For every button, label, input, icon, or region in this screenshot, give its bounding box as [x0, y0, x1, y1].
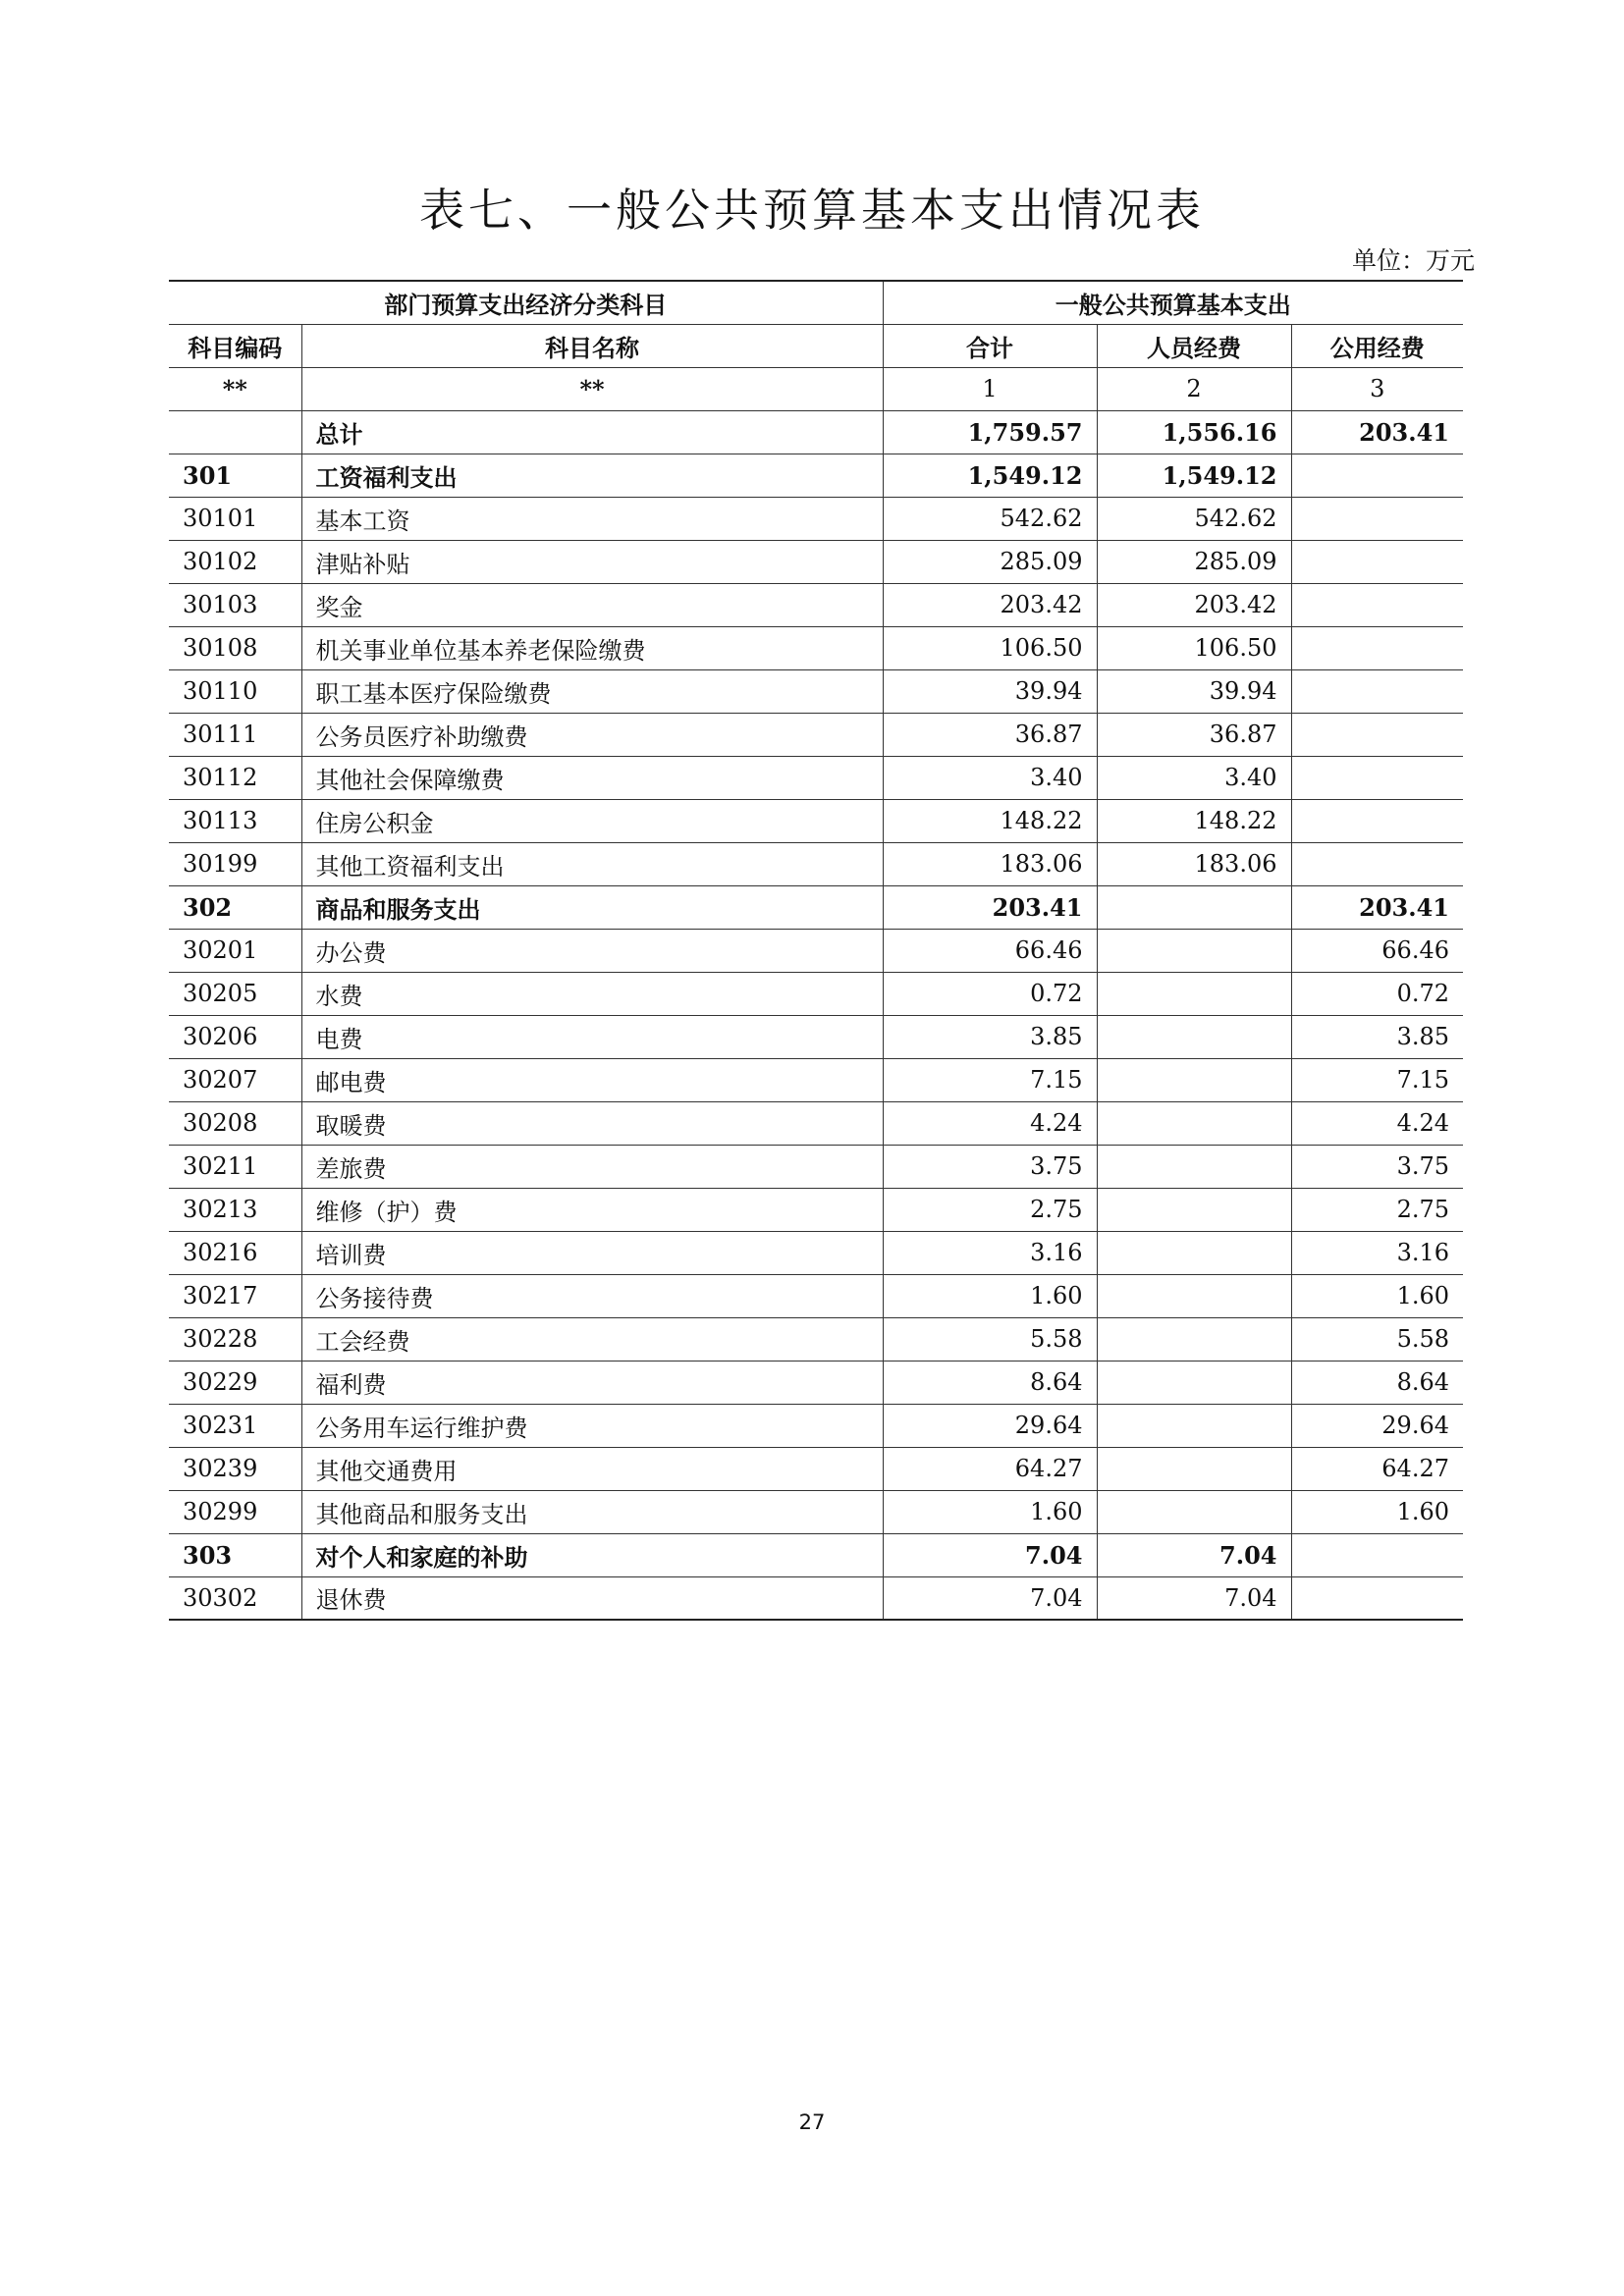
row-personnel — [1097, 1361, 1291, 1404]
budget-table — [169, 280, 1463, 1621]
header-group-right: 一般公共预算基本支出 — [883, 281, 1463, 324]
row-public — [1291, 583, 1463, 626]
row-personnel — [1097, 1404, 1291, 1447]
row-code: 303 — [169, 1533, 301, 1576]
table-row — [169, 454, 1463, 497]
row-total: 36.87 — [883, 713, 1097, 756]
table-row — [169, 713, 1463, 756]
table-row — [169, 410, 1463, 454]
row-total: 0.72 — [883, 972, 1097, 1015]
row-total: 3.40 — [883, 756, 1097, 799]
row-total: 203.41 — [883, 885, 1097, 929]
row-total: 7.15 — [883, 1058, 1097, 1101]
row-total: 2.75 — [883, 1188, 1097, 1231]
row-code: 30231 — [169, 1404, 301, 1447]
header-column-row — [169, 324, 1463, 367]
row-public: 8.64 — [1291, 1361, 1463, 1404]
row-code: 30113 — [169, 799, 301, 842]
row-code: 30208 — [169, 1101, 301, 1145]
table-row — [169, 1015, 1463, 1058]
row-total: 285.09 — [883, 540, 1097, 583]
row-public — [1291, 626, 1463, 669]
row-public — [1291, 713, 1463, 756]
table-row — [169, 497, 1463, 540]
table-row — [169, 1058, 1463, 1101]
row-personnel: 3.40 — [1097, 756, 1291, 799]
row-public — [1291, 756, 1463, 799]
row-total: 1.60 — [883, 1274, 1097, 1317]
table-row — [169, 669, 1463, 713]
row-name: 公务员医疗补助缴费 — [301, 713, 883, 756]
row-code: 30112 — [169, 756, 301, 799]
row-total: 3.75 — [883, 1145, 1097, 1188]
row-public: 2.75 — [1291, 1188, 1463, 1231]
row-public — [1291, 1533, 1463, 1576]
row-public: 203.41 — [1291, 885, 1463, 929]
row-code: 30211 — [169, 1145, 301, 1188]
header-idx-public: 3 — [1291, 367, 1463, 410]
table-row — [169, 799, 1463, 842]
row-personnel: 1,549.12 — [1097, 454, 1291, 497]
table-row — [169, 929, 1463, 972]
row-public: 4.24 — [1291, 1101, 1463, 1145]
row-total: 203.42 — [883, 583, 1097, 626]
row-code: 30103 — [169, 583, 301, 626]
row-total: 183.06 — [883, 842, 1097, 885]
row-code: 30216 — [169, 1231, 301, 1274]
row-public — [1291, 842, 1463, 885]
row-total: 1.60 — [883, 1490, 1097, 1533]
row-name: 维修（护）费 — [301, 1188, 883, 1231]
table-row — [169, 1188, 1463, 1231]
table-row — [169, 756, 1463, 799]
header-group-row — [169, 281, 1463, 324]
row-name: 奖金 — [301, 583, 883, 626]
row-total: 1,549.12 — [883, 454, 1097, 497]
row-code: 30199 — [169, 842, 301, 885]
row-public: 3.75 — [1291, 1145, 1463, 1188]
row-personnel — [1097, 1231, 1291, 1274]
row-total: 8.64 — [883, 1361, 1097, 1404]
table-row — [169, 1447, 1463, 1490]
row-public: 5.58 — [1291, 1317, 1463, 1361]
table-row — [169, 1317, 1463, 1361]
row-name: 工资福利支出 — [301, 454, 883, 497]
table-row — [169, 885, 1463, 929]
row-personnel — [1097, 972, 1291, 1015]
row-total: 106.50 — [883, 626, 1097, 669]
unit-label: 单位：万元 — [1351, 246, 1475, 275]
row-total: 3.85 — [883, 1015, 1097, 1058]
table-row — [169, 1145, 1463, 1188]
row-public: 203.41 — [1291, 410, 1463, 454]
row-personnel — [1097, 1101, 1291, 1145]
row-name: 邮电费 — [301, 1058, 883, 1101]
row-public — [1291, 497, 1463, 540]
header-col-total: 合计 — [883, 324, 1097, 367]
row-personnel — [1097, 1058, 1291, 1101]
row-code: 30228 — [169, 1317, 301, 1361]
row-name: 培训费 — [301, 1231, 883, 1274]
row-code: 30229 — [169, 1361, 301, 1404]
row-total: 39.94 — [883, 669, 1097, 713]
row-personnel — [1097, 1447, 1291, 1490]
header-index-row — [169, 367, 1463, 410]
row-public — [1291, 799, 1463, 842]
row-code: 30101 — [169, 497, 301, 540]
row-public: 3.16 — [1291, 1231, 1463, 1274]
row-public — [1291, 454, 1463, 497]
table-row — [169, 1231, 1463, 1274]
row-code: 30111 — [169, 713, 301, 756]
row-name: 退休费 — [301, 1576, 883, 1620]
row-total: 3.16 — [883, 1231, 1097, 1274]
row-code: 302 — [169, 885, 301, 929]
table-row — [169, 626, 1463, 669]
row-public — [1291, 540, 1463, 583]
row-personnel: 39.94 — [1097, 669, 1291, 713]
row-public: 1.60 — [1291, 1274, 1463, 1317]
row-personnel — [1097, 1145, 1291, 1188]
row-code: 30239 — [169, 1447, 301, 1490]
table-row — [169, 1576, 1463, 1620]
row-total: 66.46 — [883, 929, 1097, 972]
row-personnel: 1,556.16 — [1097, 410, 1291, 454]
table-row — [169, 1361, 1463, 1404]
row-personnel — [1097, 1490, 1291, 1533]
row-name: 水费 — [301, 972, 883, 1015]
header-idx-name: ** — [301, 367, 883, 410]
row-code: 30207 — [169, 1058, 301, 1101]
table-row — [169, 972, 1463, 1015]
row-total: 1,759.57 — [883, 410, 1097, 454]
row-total: 7.04 — [883, 1533, 1097, 1576]
row-name: 办公费 — [301, 929, 883, 972]
header-col-name: 科目名称 — [301, 324, 883, 367]
row-personnel: 106.50 — [1097, 626, 1291, 669]
row-personnel: 7.04 — [1097, 1576, 1291, 1620]
row-name: 其他交通费用 — [301, 1447, 883, 1490]
row-total: 64.27 — [883, 1447, 1097, 1490]
row-name: 电费 — [301, 1015, 883, 1058]
row-name: 公务用车运行维护费 — [301, 1404, 883, 1447]
row-total: 7.04 — [883, 1576, 1097, 1620]
row-public: 1.60 — [1291, 1490, 1463, 1533]
row-name: 其他工资福利支出 — [301, 842, 883, 885]
row-total: 29.64 — [883, 1404, 1097, 1447]
row-public: 0.72 — [1291, 972, 1463, 1015]
row-public: 66.46 — [1291, 929, 1463, 972]
header-col-public: 公用经费 — [1291, 324, 1463, 367]
header-group-left: 部门预算支出经济分类科目 — [169, 281, 883, 324]
row-code: 30205 — [169, 972, 301, 1015]
table-row — [169, 540, 1463, 583]
row-name: 商品和服务支出 — [301, 885, 883, 929]
row-personnel — [1097, 1188, 1291, 1231]
row-personnel: 36.87 — [1097, 713, 1291, 756]
row-code: 30217 — [169, 1274, 301, 1317]
table-row — [169, 1101, 1463, 1145]
row-public: 3.85 — [1291, 1015, 1463, 1058]
row-public: 29.64 — [1291, 1404, 1463, 1447]
row-personnel — [1097, 1015, 1291, 1058]
row-name: 工会经费 — [301, 1317, 883, 1361]
row-public: 7.15 — [1291, 1058, 1463, 1101]
row-name: 职工基本医疗保险缴费 — [301, 669, 883, 713]
row-total: 148.22 — [883, 799, 1097, 842]
row-code: 30102 — [169, 540, 301, 583]
row-code: 30110 — [169, 669, 301, 713]
header-col-personnel: 人员经费 — [1097, 324, 1291, 367]
table-body — [169, 410, 1463, 1620]
row-name: 公务接待费 — [301, 1274, 883, 1317]
row-code: 30299 — [169, 1490, 301, 1533]
row-public — [1291, 669, 1463, 713]
row-personnel: 203.42 — [1097, 583, 1291, 626]
row-name: 住房公积金 — [301, 799, 883, 842]
row-code: 30213 — [169, 1188, 301, 1231]
row-code: 30206 — [169, 1015, 301, 1058]
row-personnel: 183.06 — [1097, 842, 1291, 885]
row-public: 64.27 — [1291, 1447, 1463, 1490]
row-code: 30108 — [169, 626, 301, 669]
row-code: 30201 — [169, 929, 301, 972]
row-personnel: 148.22 — [1097, 799, 1291, 842]
row-name: 福利费 — [301, 1361, 883, 1404]
row-total: 542.62 — [883, 497, 1097, 540]
header-idx-code: ** — [169, 367, 301, 410]
header-col-code: 科目编码 — [169, 324, 301, 367]
row-name: 取暖费 — [301, 1101, 883, 1145]
page-number: 27 — [798, 2110, 826, 2134]
row-name: 其他商品和服务支出 — [301, 1490, 883, 1533]
row-code: 30302 — [169, 1576, 301, 1620]
row-name: 机关事业单位基本养老保险缴费 — [301, 626, 883, 669]
header-idx-total: 1 — [883, 367, 1097, 410]
row-name: 总计 — [301, 410, 883, 454]
table-row — [169, 842, 1463, 885]
row-personnel — [1097, 1274, 1291, 1317]
row-personnel — [1097, 929, 1291, 972]
row-code — [169, 410, 301, 454]
row-name: 差旅费 — [301, 1145, 883, 1188]
row-name: 其他社会保障缴费 — [301, 756, 883, 799]
row-personnel: 285.09 — [1097, 540, 1291, 583]
page-title: 表七、一般公共预算基本支出情况表 — [419, 184, 1205, 237]
row-code: 301 — [169, 454, 301, 497]
row-name: 基本工资 — [301, 497, 883, 540]
row-total: 5.58 — [883, 1317, 1097, 1361]
table-row — [169, 583, 1463, 626]
row-personnel: 542.62 — [1097, 497, 1291, 540]
header-idx-personnel: 2 — [1097, 367, 1291, 410]
row-total: 4.24 — [883, 1101, 1097, 1145]
row-personnel: 7.04 — [1097, 1533, 1291, 1576]
row-personnel — [1097, 885, 1291, 929]
table-row — [169, 1404, 1463, 1447]
row-name: 对个人和家庭的补助 — [301, 1533, 883, 1576]
row-name: 津贴补贴 — [301, 540, 883, 583]
table-row — [169, 1533, 1463, 1576]
row-public — [1291, 1576, 1463, 1620]
row-personnel — [1097, 1317, 1291, 1361]
table-row — [169, 1490, 1463, 1533]
table-row — [169, 1274, 1463, 1317]
